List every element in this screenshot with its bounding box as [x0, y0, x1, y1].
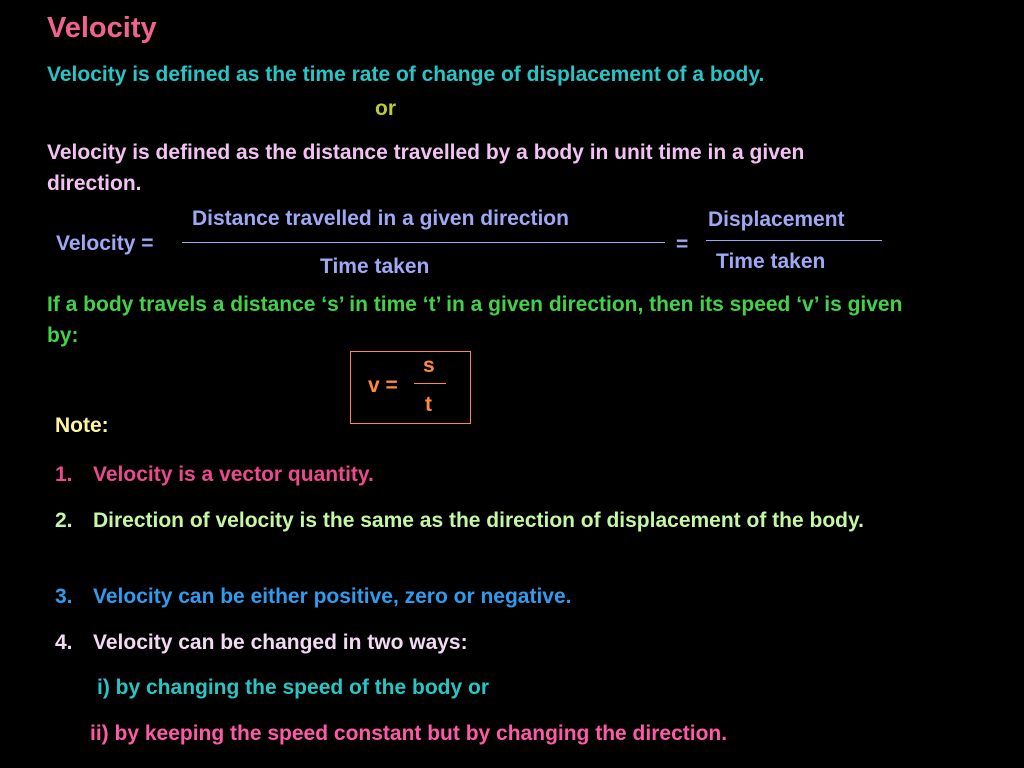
formula-label: Velocity =: [56, 232, 154, 255]
fraction-bar-2: [706, 240, 882, 241]
or-separator: or: [375, 97, 396, 120]
list-item-number: 1.: [55, 463, 73, 486]
list-item-number: 3.: [55, 585, 73, 608]
velocity-definition-2: Velocity is defined as the distance travelled by a body in unit time in a given direction.: [47, 141, 805, 195]
list-item-text: Direction of velocity is the same as the direction of displacement of the body.: [93, 509, 864, 532]
speed-formula-denominator: t: [425, 393, 432, 416]
note-heading: Note:: [55, 414, 109, 437]
list-item-number: 2.: [55, 509, 73, 532]
slide-title: Velocity: [47, 12, 157, 44]
formula-numerator-2: Displacement: [708, 208, 845, 231]
speed-statement: If a body travels a distance ‘s’ in time ‘t’ in a given direction, then its speed ‘v’ is given by:: [47, 293, 903, 347]
speed-formula-label: v =: [368, 374, 398, 397]
formula-numerator: Distance travelled in a given direction: [192, 207, 569, 230]
fraction-bar: [182, 242, 665, 243]
speed-formula-numerator: s: [423, 354, 435, 377]
list-item-number: 4.: [55, 631, 73, 654]
sub-point: i) by changing the speed of the body or: [97, 676, 490, 699]
speed-fraction-bar: [414, 383, 446, 384]
sub-point: ii) by keeping the speed constant but by changing the direction.: [90, 722, 728, 745]
list-item-text: Velocity is a vector quantity.: [93, 463, 374, 486]
formula-equals: =: [676, 233, 689, 256]
list-item-text: Velocity can be either positive, zero or negative.: [93, 585, 572, 608]
formula-denominator-2: Time taken: [716, 250, 826, 273]
formula-denominator: Time taken: [320, 255, 430, 278]
list-item-text: Velocity can be changed in two ways:: [93, 631, 468, 654]
velocity-definition-1: Velocity is defined as the time rate of change of displacement of a body.: [47, 63, 765, 86]
